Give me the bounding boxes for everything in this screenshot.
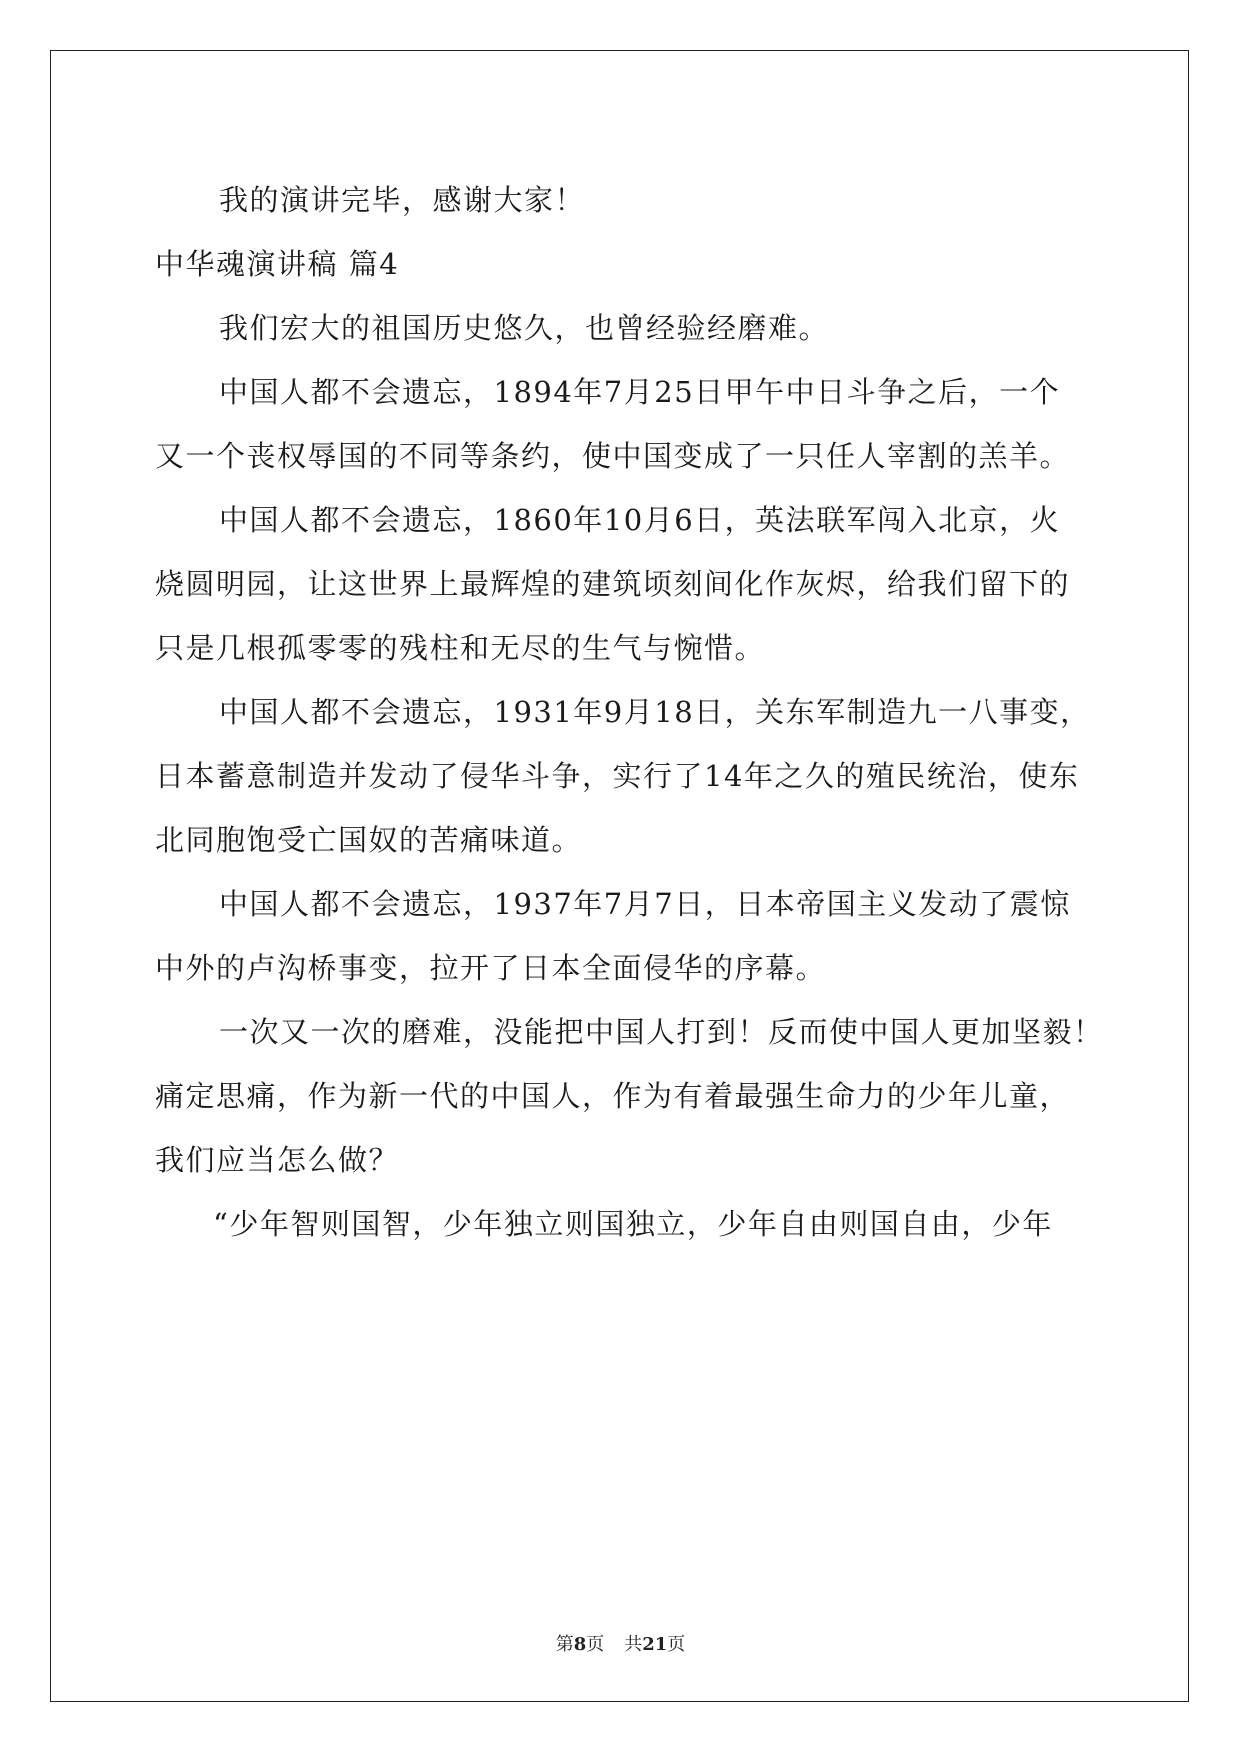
paragraph-line: 北同胞饱受亡国奴的苦痛味道。 (155, 823, 583, 857)
paragraph-line: 中外的卢沟桥事变，拉开了日本全面侵华的序幕。 (155, 951, 827, 985)
paragraph-line: 中国人都不会遗忘，1894年7月25日甲午中日斗争之后，一个 (219, 375, 1061, 409)
paragraph-line: 我们宏大的祖国历史悠久，也曾经验经磨难。 (219, 311, 830, 345)
section-heading: 中华魂演讲稿 篇4 (155, 247, 400, 281)
page-footer (0, 1630, 1241, 1656)
total-page-count: 21 (642, 1634, 668, 1655)
paragraph-line: 我们应当怎么做？ (155, 1143, 400, 1177)
footer-total-prefix: 共 (624, 1634, 643, 1655)
document-body (155, 168, 1104, 1256)
paragraph-line: 烧圆明园，让这世界上最辉煌的建筑顷刻间化作灰烬，给我们留下的 (155, 567, 1071, 601)
current-page-number: 8 (573, 1634, 587, 1655)
paragraph-line: 日本蓄意制造并发动了侵华斗争，实行了14年之久的殖民统治，使东 (155, 759, 1080, 793)
footer-prefix: 第 (555, 1634, 574, 1655)
paragraph-line: 中国人都不会遗忘，1931年9月18日，关东军制造九一八事变， (219, 695, 1091, 729)
footer-page-suffix: 页 (586, 1634, 605, 1655)
paragraph-line: 痛定思痛，作为新一代的中国人，作为有着最强生命力的少年儿童， (155, 1079, 1071, 1113)
paragraph-line: 只是几根孤零零的残柱和无尽的生气与惋惜。 (155, 631, 766, 665)
paragraph-line: 又一个丧权辱国的不同等条约，使中国变成了一只任人宰割的羔羊。 (155, 439, 1071, 473)
footer-total-suffix: 页 (667, 1634, 686, 1655)
paragraph-line: “少年智则国智，少年独立则国独立，少年自由则国自由，少年 (213, 1207, 1053, 1241)
paragraph-line: 一次又一次的磨难，没能把中国人打到！反而使中国人更加坚毅！ (219, 1015, 1104, 1049)
paragraph-line: 中国人都不会遗忘，1937年7月7日，日本帝国主义发动了震惊 (219, 887, 1071, 921)
paragraph-line: 我的演讲完毕，感谢大家！ (219, 183, 586, 217)
paragraph-line: 中国人都不会遗忘，1860年10月6日，英法联军闯入北京，火 (219, 503, 1061, 537)
